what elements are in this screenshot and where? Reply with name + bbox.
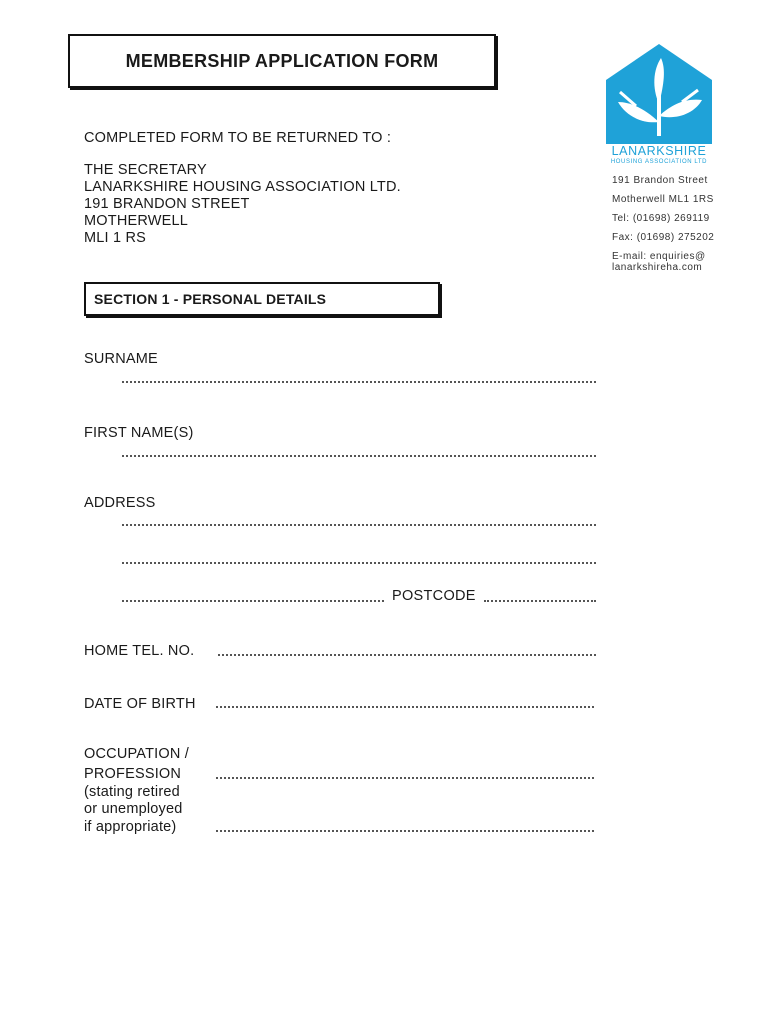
occupation-label-4: or unemployed [84, 801, 183, 817]
address-field-line-2[interactable] [122, 562, 596, 564]
logo-subtitle: HOUSING ASSOCIATION LTD [610, 159, 708, 165]
occupation-label-3: (stating retired [84, 784, 180, 800]
occupation-label-1: OCCUPATION / [84, 746, 189, 762]
dob-label: DATE OF BIRTH [84, 696, 196, 712]
logo-name: LANARKSHIRE [611, 144, 707, 158]
address-line-4: MOTHERWELL [84, 213, 189, 229]
return-intro: COMPLETED FORM TO BE RETURNED TO : [84, 130, 392, 146]
occupation-label-2: PROFESSION [84, 766, 182, 782]
home-tel-label: HOME TEL. NO. [84, 643, 195, 659]
contact-street: 191 Brandon Street [612, 175, 708, 186]
postcode-field[interactable] [484, 600, 596, 602]
occupation-label-5: if appropriate) [84, 819, 177, 835]
address-line-5: MLI 1 RS [84, 230, 147, 246]
association-logo [606, 44, 712, 170]
form-title: MEMBERSHIP APPLICATION FORM [125, 50, 439, 71]
section-1-header [84, 282, 440, 316]
form-title-box [68, 34, 496, 88]
address-field-line-1[interactable] [122, 524, 596, 526]
address-label: ADDRESS [84, 495, 156, 511]
first-names-label: FIRST NAME(S) [84, 425, 194, 441]
contact-fax: Fax: (01698) 275202 [612, 232, 715, 243]
surname-label: SURNAME [84, 351, 158, 367]
section-1-title: SECTION 1 - PERSONAL DETAILS [94, 291, 327, 307]
dob-field[interactable] [216, 706, 594, 708]
contact-town: Motherwell ML1 1RS [612, 194, 714, 205]
address-line-3: 191 BRANDON STREET [84, 196, 250, 212]
address-line-2: LANARKSHIRE HOUSING ASSOCIATION LTD. [84, 179, 401, 195]
postcode-label: POSTCODE [392, 588, 476, 604]
surname-field[interactable] [122, 381, 596, 383]
contact-email-2: lanarkshireha.com [612, 262, 703, 273]
address-line-1: THE SECRETARY [84, 162, 207, 178]
address-field-line-3[interactable] [122, 600, 384, 602]
house-leaf-icon [606, 44, 712, 144]
contact-email-1: E-mail: enquiries@ [612, 251, 706, 262]
home-tel-field[interactable] [218, 654, 596, 656]
first-names-field[interactable] [122, 455, 596, 457]
occupation-field-line-2[interactable] [216, 830, 594, 832]
contact-tel: Tel: (01698) 269119 [612, 213, 710, 224]
occupation-field-line-1[interactable] [216, 777, 594, 779]
